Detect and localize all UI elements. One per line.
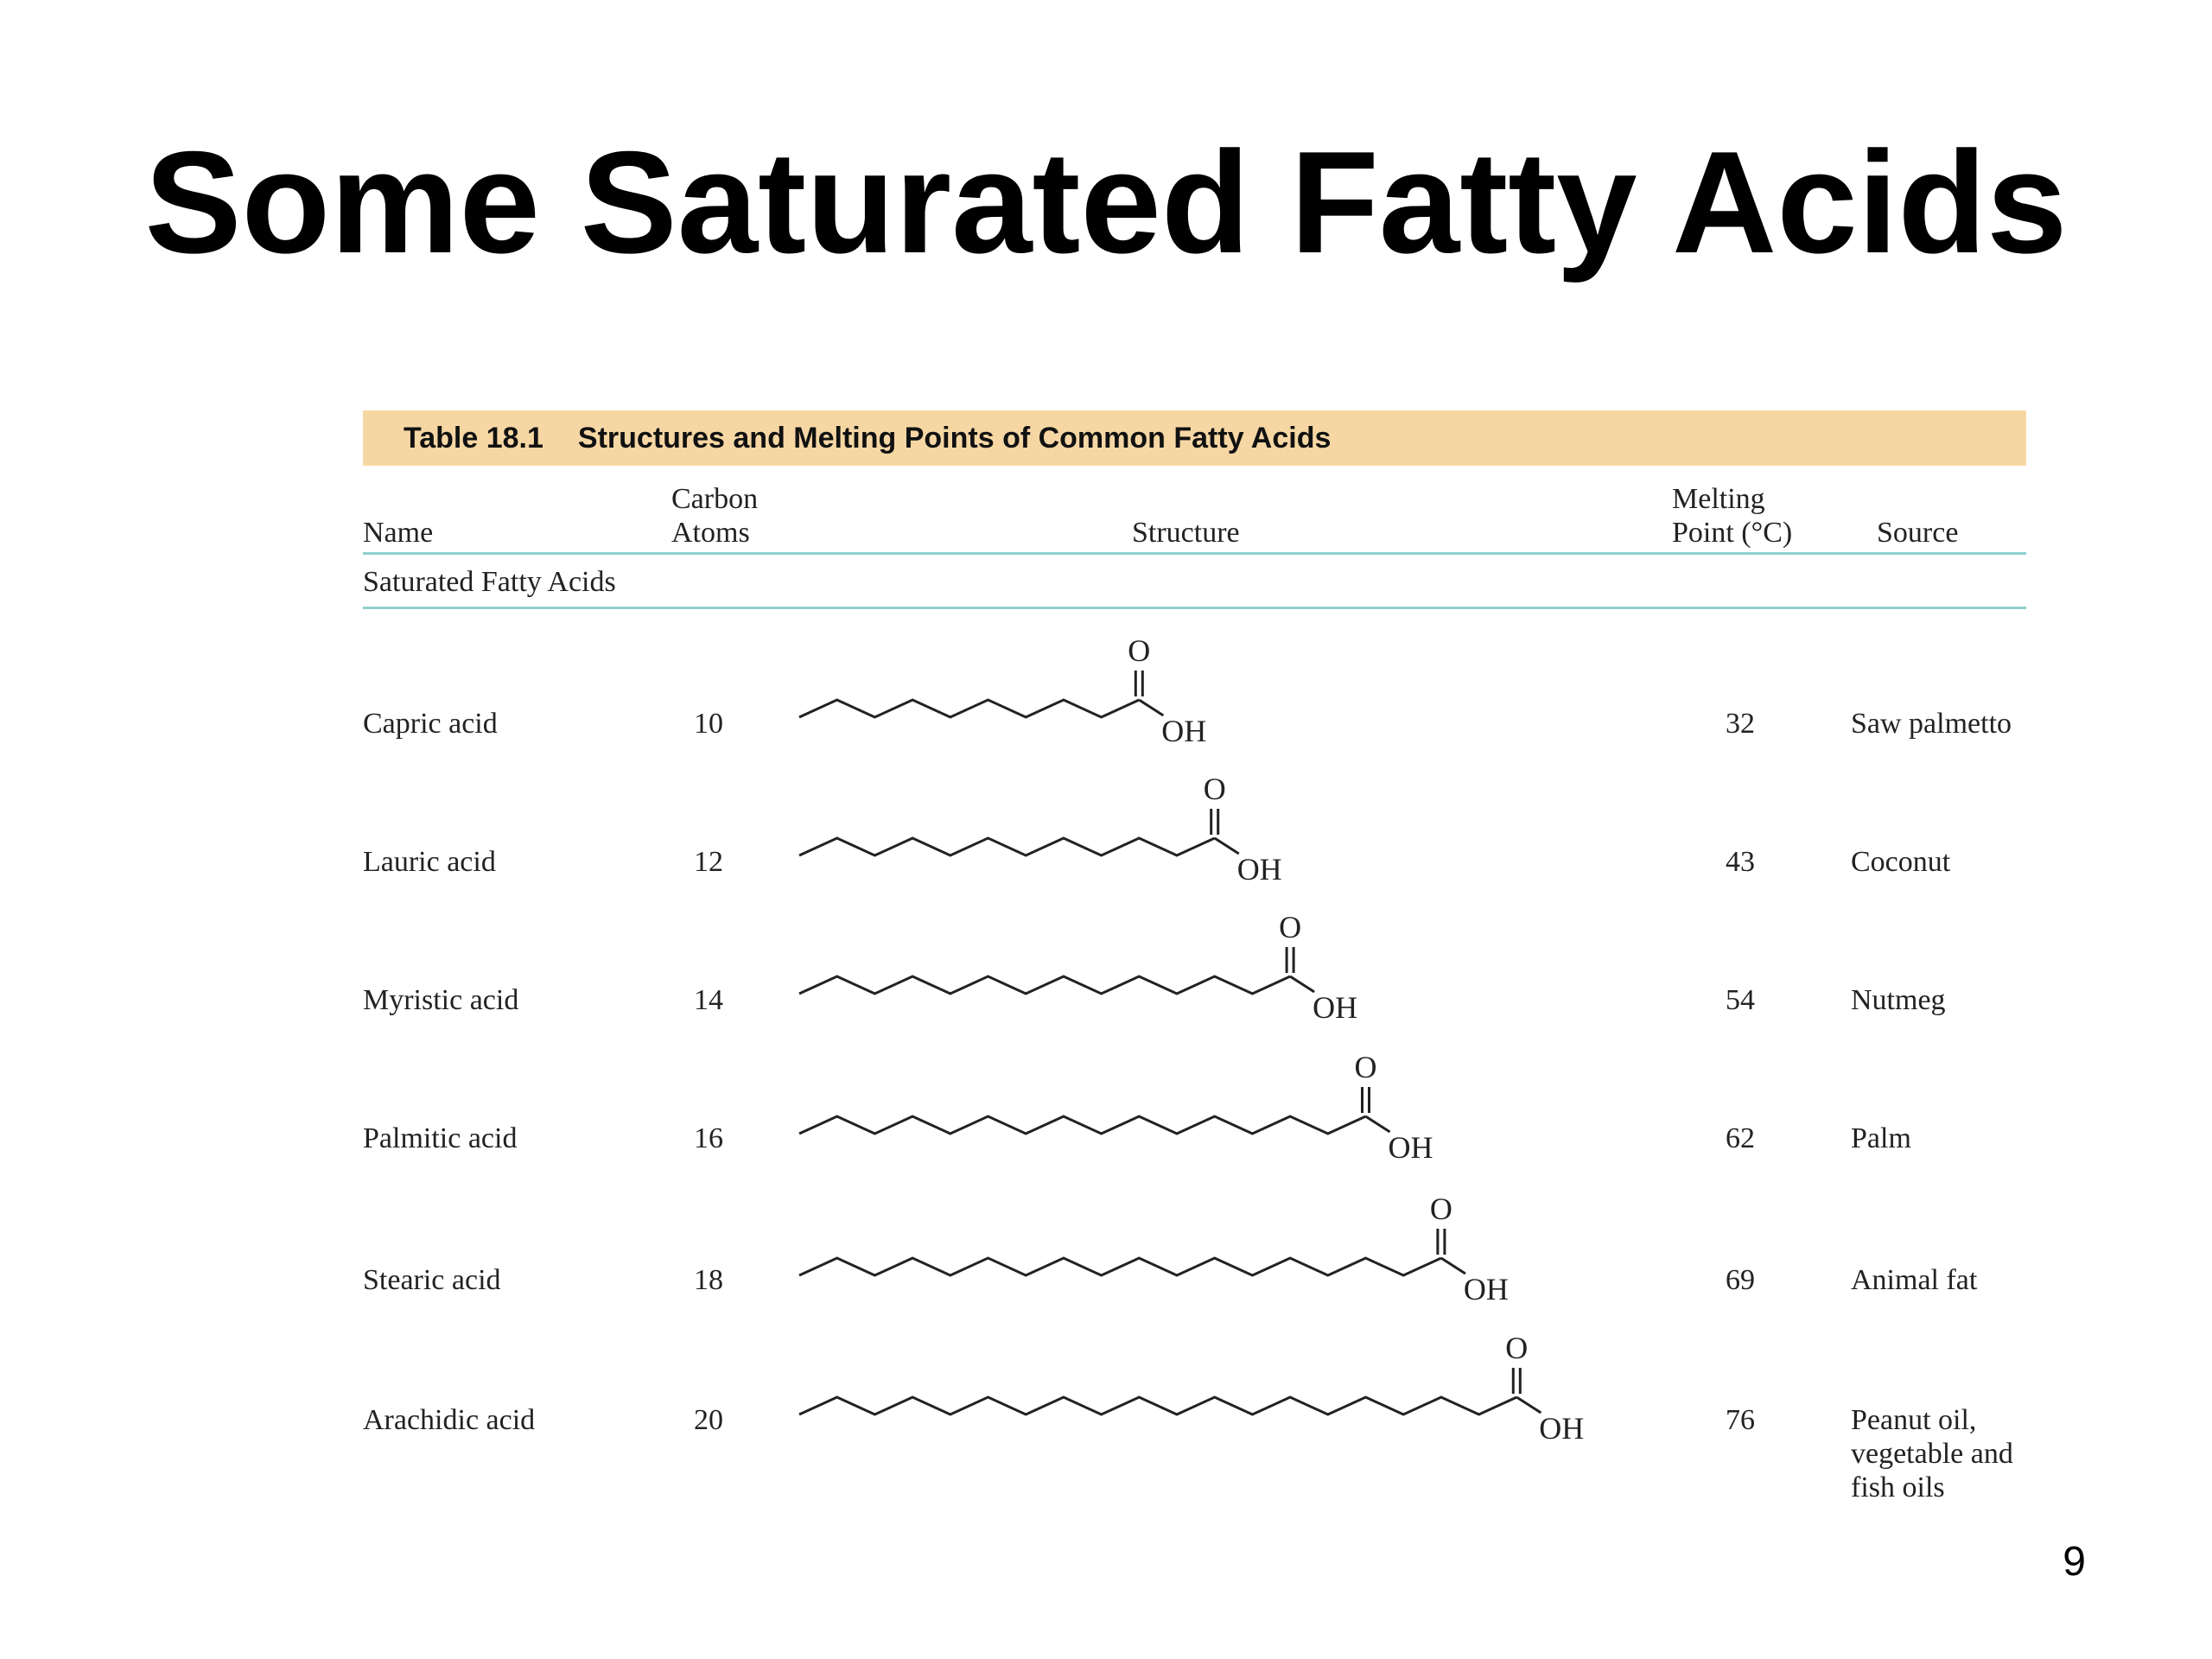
- carbonyl-oxygen-label: O: [1128, 633, 1151, 668]
- hydroxyl-bond: [1290, 976, 1314, 992]
- hydroxyl-bond: [1441, 1258, 1465, 1274]
- carbonyl-oxygen-label: O: [1203, 772, 1226, 806]
- hydroxyl-bond: [1215, 838, 1239, 854]
- cell-carbon-atoms: 20: [694, 1404, 723, 1436]
- cell-source-line: Peanut oil,: [1851, 1404, 1977, 1436]
- hydroxyl-label: OH: [1539, 1411, 1585, 1446]
- cell-carbon-atoms: 16: [694, 1122, 723, 1154]
- carbonyl-oxygen-label: O: [1429, 1192, 1452, 1226]
- cell-source-line: fish oils: [1851, 1471, 1945, 1503]
- cell-melting-point: 54: [1726, 984, 1755, 1016]
- carbon-chain: [799, 700, 1139, 717]
- cell-name: Palmitic acid: [363, 1122, 518, 1154]
- hydroxyl-bond: [1516, 1397, 1541, 1413]
- page-number: 9: [2063, 1539, 2086, 1585]
- hydroxyl-label: OH: [1236, 852, 1282, 887]
- cell-melting-point: 43: [1726, 846, 1755, 878]
- hydroxyl-label: OH: [1463, 1272, 1509, 1306]
- section-label: Saturated Fatty Acids: [363, 566, 616, 598]
- table-title: Structures and Melting Points of Common Fatty Acids: [577, 421, 1332, 454]
- header-melting-line2: Point (°C): [1672, 517, 1793, 549]
- carbon-chain: [799, 1116, 1366, 1134]
- carbon-chain: [799, 1258, 1441, 1275]
- cell-carbon-atoms: 14: [694, 984, 723, 1016]
- carbonyl-oxygen-label: O: [1279, 910, 1302, 944]
- carbonyl-oxygen-label: O: [1354, 1050, 1377, 1084]
- cell-name: Myristic acid: [363, 984, 519, 1016]
- hydroxyl-label: OH: [1388, 1130, 1433, 1165]
- carbonyl-oxygen-label: O: [1505, 1331, 1529, 1365]
- cell-melting-point: 76: [1726, 1404, 1755, 1436]
- cell-source-line: vegetable and: [1851, 1438, 2013, 1470]
- header-melting-line1: Melting: [1672, 483, 1765, 515]
- cell-name: Capric acid: [363, 708, 498, 740]
- cell-melting-point: 69: [1726, 1264, 1755, 1296]
- cell-carbon-atoms: 10: [694, 708, 723, 740]
- header-carbon-line1: Carbon: [671, 483, 759, 515]
- cell-source-line: Saw palmetto: [1851, 708, 2012, 740]
- hydroxyl-label: OH: [1313, 990, 1358, 1025]
- header-structure: Structure: [1132, 517, 1240, 549]
- carbon-chain: [799, 1397, 1516, 1414]
- cell-carbon-atoms: 18: [694, 1264, 723, 1296]
- table-number: Table 18.1: [404, 421, 543, 454]
- cell-name: Lauric acid: [363, 846, 496, 878]
- cell-melting-point: 62: [1726, 1122, 1755, 1154]
- cell-carbon-atoms: 12: [694, 846, 723, 878]
- header-source: Source: [1877, 517, 1959, 549]
- hydroxyl-label: OH: [1161, 714, 1207, 748]
- cell-source-line: Nutmeg: [1851, 984, 1946, 1016]
- cell-name: Stearic acid: [363, 1264, 501, 1296]
- slide-title: Some Saturated Fatty Acids: [144, 121, 2068, 283]
- hydroxyl-bond: [1366, 1116, 1390, 1132]
- cell-source-line: Animal fat: [1851, 1264, 1978, 1296]
- cell-source-line: Palm: [1851, 1122, 1911, 1154]
- carbon-chain: [799, 976, 1290, 994]
- cell-name: Arachidic acid: [363, 1404, 536, 1436]
- hydroxyl-bond: [1139, 700, 1163, 715]
- carbon-chain: [799, 838, 1215, 855]
- cell-melting-point: 32: [1726, 708, 1755, 740]
- cell-source-line: Coconut: [1851, 846, 1951, 878]
- header-carbon-line2: Atoms: [671, 517, 750, 549]
- header-name: Name: [363, 517, 434, 549]
